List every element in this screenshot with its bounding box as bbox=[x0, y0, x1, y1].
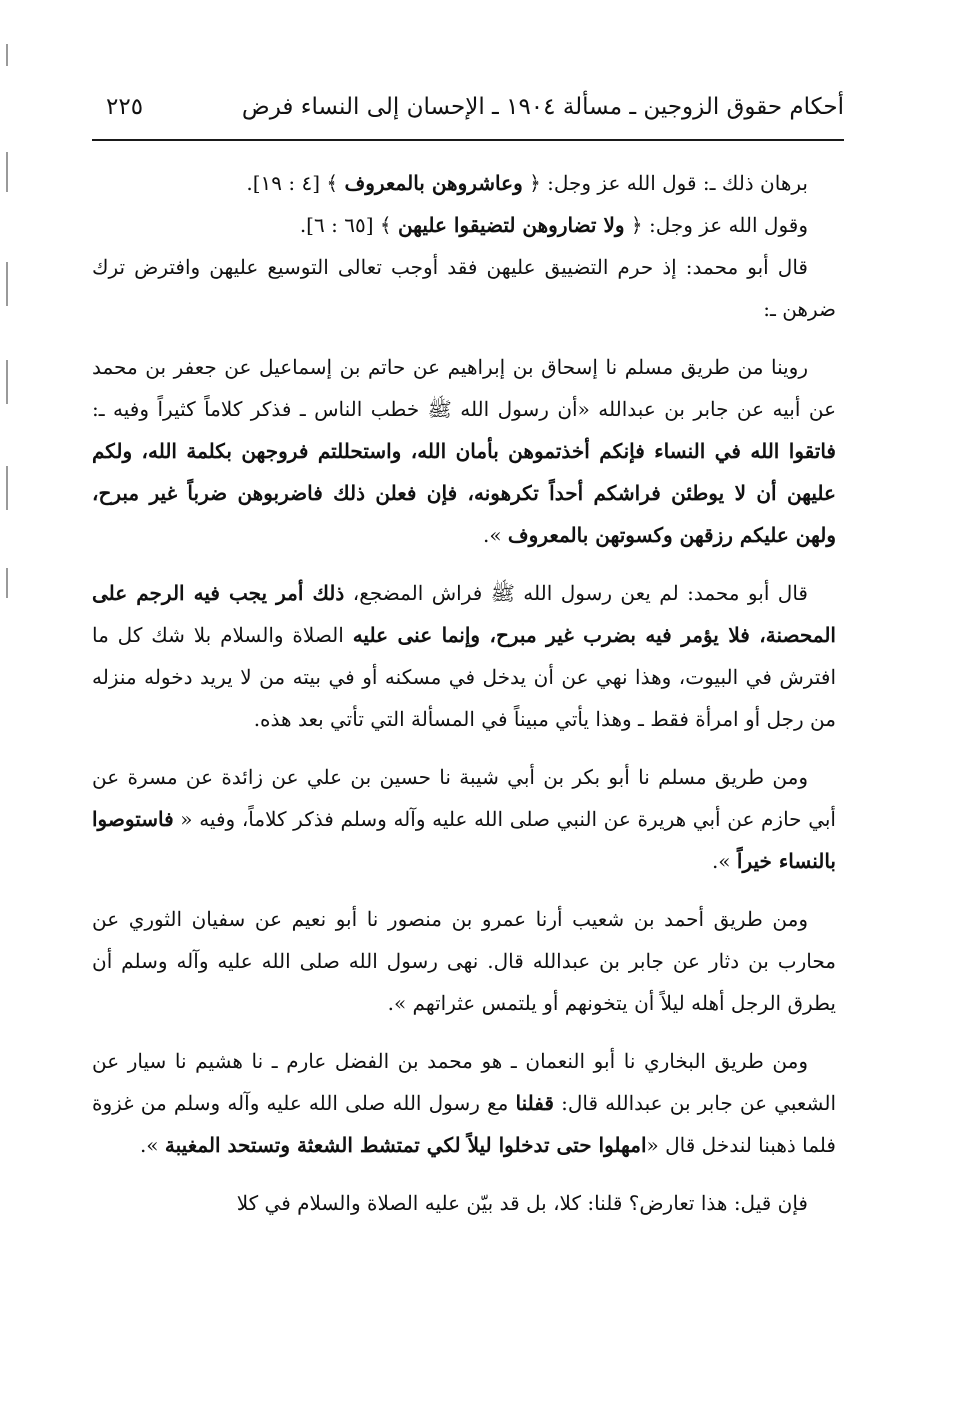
paragraph bbox=[92, 162, 836, 204]
text-segment: ». bbox=[711, 849, 737, 873]
text-segment: وقول الله عز وجل: ﴿ bbox=[624, 213, 808, 237]
page-header bbox=[92, 88, 844, 132]
scan-edge-mark bbox=[6, 360, 8, 404]
paragraph bbox=[92, 346, 836, 556]
body-text bbox=[92, 162, 836, 1224]
paragraph bbox=[92, 572, 836, 740]
emphasized-text: وعاشروهن بالمعروف bbox=[344, 171, 523, 195]
page-number: ٢٢٥ bbox=[106, 94, 144, 120]
emphasized-text: ذلك أمر يجب فيه الرجم على المحصنة، فلا يؤمر فيه بضرب غير مبرح، وإنما عنى عليه bbox=[92, 581, 836, 647]
paragraph bbox=[92, 1040, 836, 1166]
paragraph bbox=[92, 204, 836, 246]
scan-edge-mark bbox=[6, 152, 8, 192]
text-segment: قال أبو محمد: لم يعن رسول الله ﷺ فراش المضجع، bbox=[344, 581, 808, 605]
scan-edge-mark bbox=[6, 262, 8, 306]
text-segment: ». bbox=[139, 1133, 165, 1157]
emphasized-text: ولا تضاروهن لتضيقوا عليهن bbox=[397, 213, 625, 237]
paragraph bbox=[92, 246, 836, 330]
text-segment: ». bbox=[482, 523, 508, 547]
text-segment: ﴾ [٦٥ : ٦]. bbox=[299, 213, 398, 237]
scan-edge-mark bbox=[6, 44, 8, 66]
paragraph bbox=[92, 898, 836, 1024]
text-segment: ومن طريق أحمد بن شعيب أرنا عمرو بن منصور نا أبو نعيم عن سفيان الثوري عن محارب بن دثار عن جابر بن عبدالله قال. نهى رسول الله صلى الله عليه وآله وسلم أن يطرق الرجل أهله ليلاً أن يتخونهم أو يلتمس عثراتهم ». bbox=[92, 907, 836, 1015]
emphasized-text: امهلوا حتى تدخلوا ليلاً لكي تمتشط الشعثة وتستحد المغيبة bbox=[164, 1133, 647, 1157]
text-segment: برهان ذلك ـ: قول الله عز وجل: ﴿ bbox=[522, 171, 808, 195]
text-segment: مع رسول الله صلى الله عليه وآله وسلم من غزوة فلما ذهبنا لندخل قال « bbox=[92, 1091, 836, 1157]
emphasized-text: قفلنا bbox=[515, 1091, 554, 1115]
emphasized-text: فاستوصوا بالنساء خيراً bbox=[92, 807, 836, 873]
running-title: أحكام حقوق الزوجين ـ مسألة ١٩٠٤ ـ الإحسان إلى النساء فرض bbox=[241, 94, 844, 120]
text-segment: ﴾ [٤ : ١٩]. bbox=[246, 171, 345, 195]
paragraph bbox=[92, 756, 836, 882]
header-rule bbox=[92, 139, 844, 141]
paragraph bbox=[92, 1182, 836, 1224]
scan-edge-mark bbox=[6, 466, 8, 510]
text-segment: الصلاة والسلام بلا شك كل ما افترش في البيوت، وهذا نهي عن أن يدخل في مسكنه أو في بيته من لا يريد دخوله منزله من رجل أو امرأة فقط ـ وهذا يأتي مبيناً في المسألة التي تأتي بعد هذه. bbox=[92, 623, 836, 731]
text-segment: فإن قيل: هذا تعارض؟ قلنا: كلا، بل قد بيّن عليه الصلاة والسلام في كلا bbox=[236, 1191, 808, 1215]
scan-edge-mark bbox=[6, 568, 8, 598]
text-segment: قال أبو محمد: إذ حرم التضييق عليهن فقد أوجب تعالى التوسيع عليهن وافترض ترك ضرهن ـ: bbox=[92, 255, 836, 321]
text-segment: ومن طريق البخاري نا أبو النعمان ـ هو محمد بن الفضل عارم ـ نا هشيم نا سيار عن الشعبي عن جابر بن عبدالله قال: bbox=[92, 1049, 836, 1115]
text-segment: ومن طريق مسلم نا أبو بكر بن أبي شيبة نا حسين بن علي عن زائدة عن مسرة عن أبي حازم عن أبي هريرة عن النبي صلى الله عليه وآله وسلم فذكر كلاماً، وفيه « bbox=[92, 765, 836, 831]
emphasized-text: فاتقوا الله في النساء فإنكم أخذتموهن بأمان الله، واستحللتم فروجهن بكلمة الله، ولكم عليهن أن لا يوطئن فراشكم أحداً تكرهونه، فإن فعلن ذلك فاضربوهن ضرباً غير مبرح، ولهن عليكم رزقهن وكسوتهن بالمعروف bbox=[92, 439, 836, 547]
text-segment: روينا من طريق مسلم نا إسحاق بن إبراهيم عن حاتم بن إسماعيل عن جعفر بن محمد عن أبيه عن جابر بن عبدالله «أن رسول الله ﷺ خطب الناس ـ فذكر كلاماً كثيراً وفيه ـ: bbox=[92, 355, 836, 421]
